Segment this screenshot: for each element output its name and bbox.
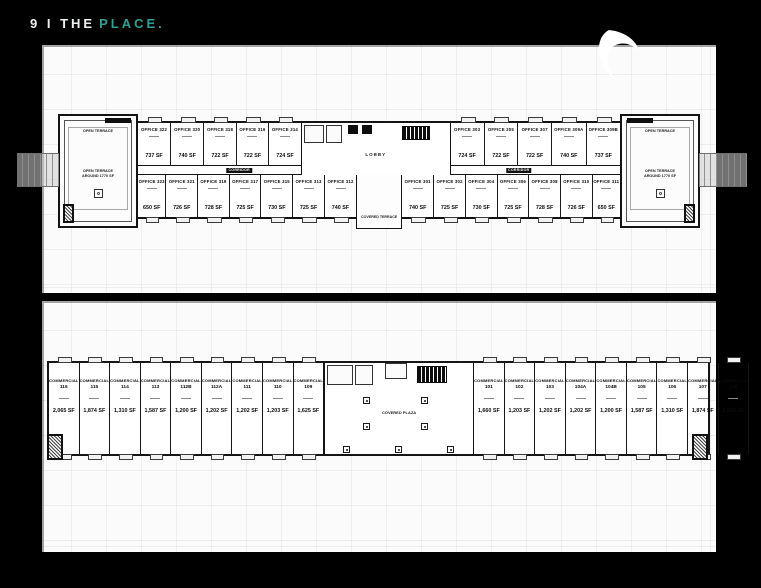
commercial-unit-area: 1,203 SF [266,408,289,414]
stair-shaft [692,434,708,460]
dimension-mark [576,398,586,399]
open-terrace-label: OPEN TERRACE [644,129,676,133]
dimension-mark [508,188,518,189]
office-unit [593,175,620,217]
dimension-mark [147,188,157,189]
office-unit [269,123,301,165]
office-unit [518,123,552,165]
elevator-bank-icon [417,366,447,383]
commercial-unit [110,363,141,454]
corridor-label: CORRIDOR [508,168,530,172]
commercial-unit-area: 2,065 SF [722,408,745,414]
office-unit-area: 728 SF [535,205,554,211]
dimension-mark [212,398,222,399]
commercial-unit-type: COMMERCIAL [201,378,232,383]
commercial-unit-number: 104A [574,385,587,390]
commercial-unit-number: 108 [729,385,738,390]
office-unit-name: OFFICE 316 [239,127,266,132]
mech-room [326,125,342,143]
office-unit-name: OFFICE 310 [563,179,590,184]
office-unit-name: OFFICE 321 [168,179,195,184]
covered-terrace-label: COVERED TERRACE [361,215,398,220]
office-unit [237,123,269,165]
mech-room [385,363,407,379]
commercial-unit-type: COMMERCIAL [474,378,504,383]
office-unit-area: 740 SF [560,153,578,159]
dimension-mark [606,398,616,399]
commercial-unit-area: 2,065 SF [52,408,75,414]
stair-shaft [47,434,63,460]
stair-shaft [684,204,695,223]
dimension-mark [728,398,738,399]
office-unit [204,123,236,165]
office-unit [485,123,519,165]
commercial-unit-area: 1,625 SF [297,408,320,414]
office-unit-name: OFFICE 317 [232,179,259,184]
commercial-unit-type: COMMERCIAL [626,378,657,383]
commercial-unit-number: 110 [273,385,282,390]
commercial-unit-number: 107 [698,385,707,390]
mech-room [304,125,324,143]
office-unit-name: OFFICE 319 [200,179,227,184]
office-unit-area: 730 SF [268,205,286,211]
commercial-unit [171,363,202,454]
dimension-mark [120,398,130,399]
commercial-unit-type: COMMERCIAL [79,378,110,383]
office-unit-area: 724 SF [458,153,476,159]
column-icon [447,446,454,453]
commercial-unit-number: 116 [59,385,68,390]
office-unit-area: 740 SF [331,205,350,211]
dimension-mark [571,188,581,189]
commercial-unit-number: 111 [243,385,251,390]
dimension-mark [177,188,187,189]
dimension-mark [215,136,225,137]
bridge-stub-east [699,153,747,187]
column-icon [363,397,370,404]
commercial-unit-number: 115 [90,385,99,390]
office-unit [325,175,356,217]
stair-shaft [63,204,74,223]
commercial-unit-type: COMMERCIAL [535,378,565,383]
office-unit [138,175,166,217]
commercial-unit-number: 105 [637,385,646,390]
office-unit-name: OFFICE 318 [206,127,234,132]
column-icon [421,397,428,404]
elevator-icon [348,125,358,134]
elevator-bank-icon [402,126,430,140]
open-terrace-area-label: OPEN TERRACE AROUND 1770 SF [81,168,115,178]
office-unit [138,123,171,165]
office-unit [166,175,198,217]
dimension-mark [149,136,159,137]
commercial-unit-area: 1,660 SF [477,408,500,414]
commercial-unit-type: COMMERCIAL [232,378,262,383]
dimension-mark [273,398,283,399]
office-unit [293,175,325,217]
dimension-mark [540,188,550,189]
commercial-unit [80,363,111,454]
dimension-mark [598,136,608,137]
commercial-unit [202,363,233,454]
commercial-unit-area: 1,203 SF [508,408,531,414]
office-unit [561,175,593,217]
commercial-unit-type: COMMERCIAL [262,378,293,383]
commercial-unit-area: 1,310 SF [113,408,136,414]
dimension-mark [304,188,314,189]
lobby-core [301,123,451,175]
dimension-mark [530,136,540,137]
commercial-unit [263,363,294,454]
office-wing [138,121,620,219]
office-unit-name: OFFICE 303 [454,127,481,132]
office-unit-name: OFFICE 305 [487,127,514,132]
commercial-group-west [49,363,324,454]
dimension-mark [89,398,99,399]
office-unit-area: 650 SF [597,205,615,211]
commercial-unit-area: 1,587 SF [144,408,167,414]
dimension-mark [59,398,69,399]
dimension-mark [242,398,252,399]
elect-room [355,365,373,385]
dimension-mark [496,136,506,137]
office-unit-area: 737 SF [594,153,612,159]
roof-label-chip [627,118,653,123]
commercial-unit [596,363,627,454]
commercial-unit-area: 1,200 SF [175,408,197,414]
logo-crescent-icon [597,30,643,84]
dimension-mark [208,188,218,189]
dimension-mark [476,188,486,189]
commercial-unit-type: COMMERCIAL [657,378,687,383]
dimension-mark [564,136,574,137]
office-unit [434,175,466,217]
dimension-mark [545,398,555,399]
office-unit-name: OFFICE 304 [468,179,495,184]
office-row-north [138,123,620,165]
covered-plaza-label: COVERED PLAZA [381,410,417,416]
commercial-unit [719,363,750,454]
lobby-label: LOBBY [365,152,387,158]
commercial-unit-number: 103 [545,385,554,390]
commercial-unit [535,363,566,454]
office-unit-name: OFFICE 302 [436,179,463,184]
dimension-mark [182,136,192,137]
commercial-floor-plan-panel [42,301,749,552]
commercial-unit [232,363,263,454]
dimension-mark [601,188,611,189]
dimension-mark [462,136,472,137]
office-unit-area: 725 SF [299,205,318,211]
column-icon [363,423,370,430]
commercial-unit-number: 102 [515,385,524,390]
office-unit-area: 728 SF [204,205,223,211]
dimension-mark [484,398,494,399]
commercial-unit [566,363,597,454]
commercial-unit-area: 1,587 SF [630,408,653,414]
office-unit-area: 722 SF [492,153,510,159]
commercial-unit-area: 1,202 SF [236,408,259,414]
covered-terrace [356,175,402,229]
covered-plaza [324,363,474,454]
office-unit-name: OFFICE 306 [499,179,527,184]
commercial-unit-number: 112B [180,385,192,390]
office-unit [261,175,293,217]
commercial-unit-number: 114 [121,385,129,390]
open-terrace-left [58,114,138,228]
office-unit-area: 726 SF [173,205,191,211]
page-title [30,16,165,31]
office-unit-name: OFFICE 307 [521,127,548,132]
office-unit [552,123,587,165]
office-unit-area: 725 SF [440,205,459,211]
commercial-unit-type: COMMERCIAL [504,378,535,383]
office-unit-name: OFFICE 315 [263,179,290,184]
commercial-unit-area: 1,874 SF [83,408,106,414]
office-unit [498,175,530,217]
office-building [58,121,700,219]
office-unit-area: 722 SF [243,153,262,159]
office-unit-area: 730 SF [472,205,490,211]
dimension-mark [667,398,677,399]
office-unit [466,175,498,217]
open-terrace-area-label: OPEN TERRACE AROUND 1770 SF [643,168,677,178]
office-unit-area: 650 SF [143,205,161,211]
commercial-unit-type: COMMERCIAL [565,378,596,383]
terrace-feature [656,189,665,198]
dimension-mark [336,188,346,189]
office-unit-area: 725 SF [504,205,522,211]
office-unit [230,175,262,217]
terrace-feature [94,189,103,198]
office-unit-name: OFFICE 312 [327,179,354,184]
commercial-unit-area: 1,202 SF [205,408,228,414]
office-unit-name: OFFICE 313 [295,179,322,184]
office-row-south [138,175,620,220]
office-unit [171,123,204,165]
office-unit-name: OFFICE 322 [140,127,168,132]
elevator-icon [362,125,372,134]
dimension-mark [272,188,282,189]
office-unit-area: 724 SF [276,153,294,159]
dimension-mark [247,136,257,137]
office-unit-name: OFFICE 320 [174,127,201,132]
commercial-unit-type: COMMERCIAL [140,378,171,383]
office-unit [587,123,620,165]
open-terrace-label: OPEN TERRACE [82,129,114,133]
office-unit [529,175,561,217]
commercial-unit-number: 104B [605,385,617,390]
commercial-unit-number: 101 [484,385,493,390]
office-group-south-east [402,175,620,217]
commercial-unit [294,363,325,454]
column-icon [343,446,350,453]
commercial-unit-area: 1,202 SF [539,408,561,414]
office-unit-name: OFFICE 309A [554,127,584,132]
dimension-mark [181,398,191,399]
roof-label-chip [105,118,131,123]
office-unit-name: OFFICE 301 [404,179,431,184]
office-unit-area: 740 SF [409,205,427,211]
pump-room [327,365,353,385]
office-group-north-east [451,123,620,165]
commercial-unit-type: COMMERCIAL [293,378,324,383]
dimension-mark [637,398,647,399]
dimension-mark [413,188,423,189]
office-unit-name: OFFICE 323 [138,179,165,184]
office-unit-area: 740 SF [178,153,196,159]
commercial-unit [627,363,658,454]
office-group-north-west [138,123,301,165]
commercial-unit-type: COMMERCIAL [718,378,749,383]
office-unit-name: OFFICE 314 [271,127,298,132]
corridor-label: CORRIDOR [228,168,250,172]
commercial-unit-area: 1,874 SF [691,408,714,414]
office-unit-area: 722 SF [525,153,544,159]
office-unit [402,175,434,217]
commercial-unit-number: 113 [151,385,160,390]
commercial-unit-type: COMMERCIAL [596,378,626,383]
dimension-mark [698,398,708,399]
commercial-unit [474,363,505,454]
commercial-unit [657,363,688,454]
office-unit-area: 726 SF [567,205,585,211]
office-unit-area: 725 SF [236,205,254,211]
office-group-south-west [138,175,356,217]
commercial-unit [141,363,172,454]
commercial-building [47,361,749,456]
office-unit-area: 722 SF [211,153,229,159]
commercial-unit-area: 1,200 SF [600,408,623,414]
commercial-unit-area: 1,310 SF [661,408,684,414]
dimension-mark [240,188,250,189]
commercial-unit-area: 1,202 SF [569,408,592,414]
dimension-mark [280,136,290,137]
office-unit [451,123,485,165]
office-unit-name: OFFICE 308 [531,179,558,184]
office-unit-area: 737 SF [145,153,163,159]
commercial-unit-number: 106 [668,385,677,390]
commercial-unit-number: 109 [304,385,313,390]
commercial-unit-type: COMMERCIAL [49,378,79,383]
page-title-accent: PLACE. [99,16,165,31]
dimension-mark [445,188,455,189]
open-terrace-right [620,114,700,228]
commercial-unit-type: COMMERCIAL [171,378,201,383]
dimension-mark [514,398,524,399]
office-unit-name: OFFICE 311 [593,179,620,184]
commercial-unit [505,363,536,454]
dimension-mark [150,398,160,399]
page-title-main: 9 I THE [30,16,96,31]
dimension-mark [303,398,313,399]
commercial-unit-type: COMMERCIAL [110,378,140,383]
commercial-unit-type: COMMERCIAL [688,378,718,383]
commercial-unit-number: 112A [210,385,223,390]
office-unit [198,175,230,217]
column-icon [395,446,402,453]
column-icon [421,423,428,430]
bridge-stub-west [17,153,59,187]
office-unit-name: OFFICE 309B [588,127,618,132]
